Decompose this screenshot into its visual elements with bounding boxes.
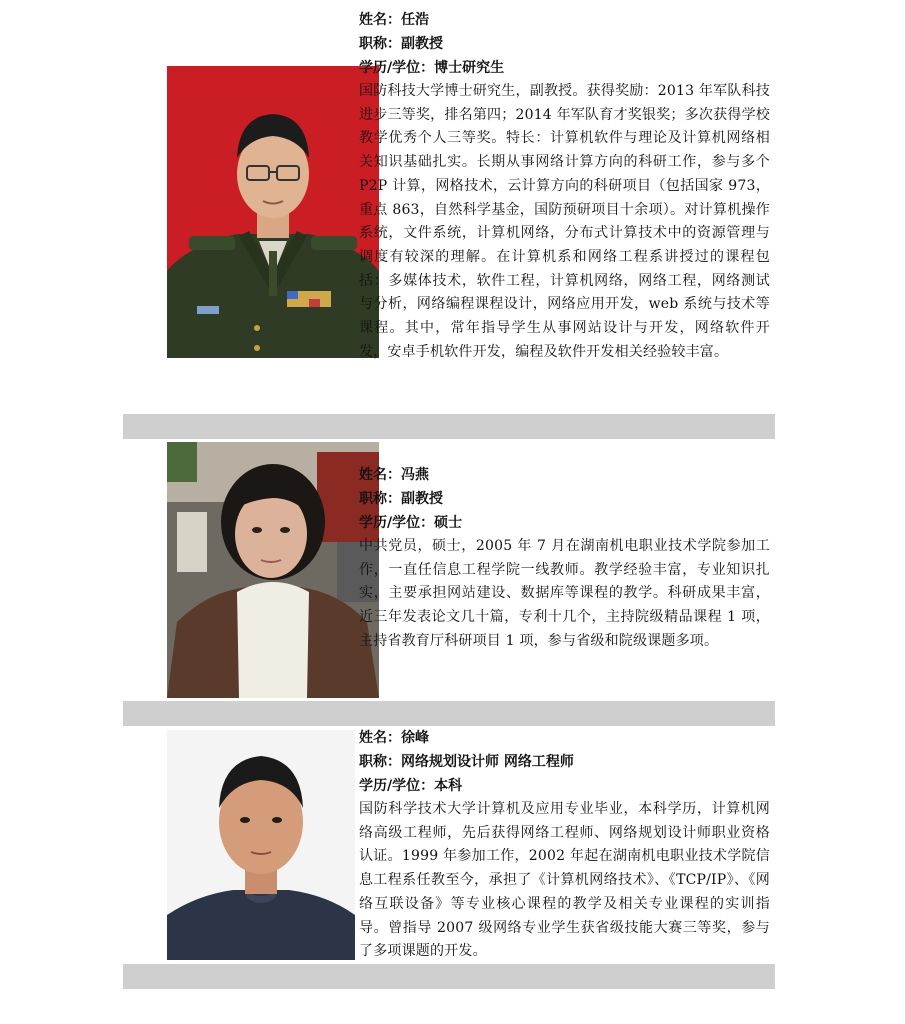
section-divider (123, 414, 775, 439)
name-label: 姓名： (359, 467, 401, 483)
profile-degree: 博士研究生 (434, 60, 505, 76)
degree-label: 学历/学位： (359, 515, 435, 531)
title-label: 职称： (359, 754, 401, 770)
profile-bio: 国防科学技术大学计算机及应用专业毕业，本科学历，计算机网络高级工程师，先后获得网络工程师、网络规划设计师职业资格认证。1999 年参加工作，2002 年起在湖南机电职业技术学院信息工程系任教至今，承担了《计算机网络技术》、《TCP/IP》、《网络互联设备》等专业核心课程的教学及相关专业课程的实训指导。曾指导 2007 级网络专业学生获省级技能大赛三等奖，参与了多项课题的开发。 (359, 801, 770, 960)
profile-degree-row (359, 56, 770, 80)
profile-degree: 本科 (434, 778, 463, 794)
profile-name: 徐峰 (401, 730, 429, 746)
profile-text-3 (359, 726, 770, 964)
profile-photo-3 (167, 730, 355, 960)
profile-degree-row (359, 511, 770, 535)
profile-degree: 硕士 (434, 515, 463, 531)
profile-title-row (359, 32, 770, 56)
profile-title-row (359, 487, 770, 511)
profile-name-row (359, 726, 770, 750)
title-label: 职称： (359, 36, 401, 52)
title-label: 职称： (359, 491, 401, 507)
profile-title-row (359, 750, 770, 774)
profile-photo-2 (167, 442, 379, 698)
profile-title: 副教授 (401, 36, 443, 52)
profile-bio: 中共党员，硕士，2005 年 7 月在湖南机电职业技术学院参加工作，一直任信息工程学院一线教师。教学经验丰富，专业知识扎实，主要承担网站建设、数据库等课程的教学。科研成果丰富，近三年发表论文几十篇，专利十几个，主持院级精品课程 1 项，主持省教育厅科研项目 1 项，参与省级和院级课题多项。 (359, 538, 770, 649)
profile-degree-row (359, 774, 770, 798)
profile-name-row (359, 463, 770, 487)
profile-text-2 (359, 463, 770, 654)
profile-photo-1 (167, 66, 379, 358)
degree-label: 学历/学位： (359, 60, 435, 76)
profile-title: 网络规划设计师 网络工程师 (401, 754, 574, 770)
profile-name: 任浩 (401, 12, 429, 28)
name-label: 姓名： (359, 730, 401, 746)
profile-text-1 (359, 8, 770, 364)
profile-name: 冯燕 (401, 467, 429, 483)
section-divider (123, 964, 775, 989)
profile-title: 副教授 (401, 491, 443, 507)
degree-label: 学历/学位： (359, 778, 435, 794)
profile-name-row (359, 8, 770, 32)
profile-bio: 国防科技大学博士研究生，副教授。获得奖励：2013 年军队科技进步三等奖，排名第四；2014 年军队育才奖银奖；多次获得学校教学优秀个人三等奖。特长：计算机软件与理论及计算机网络相关知识基础扎实。长期从事网络计算方向的科研工作，参与多个 P2P 计算，网格技术，云计算方向的科研项目（包括国家 973，重点 863，自然科学基金，国防预研项目十余项）。对计算机操作系统，文件系统，计算机网络，分布式计算技术中的资源管理与调度有较深的理解。在计算机系和网络工程系讲授过的课程包括：多媒体技术，软件工程，计算机网络，网络工程，网络测试与分析，网络编程课程设计，网络应用开发，web 系统与技术等课程。其中，常年指导学生从事网站设计与开发，网络软件开发，安卓手机软件开发，编程及软件开发相关经验较丰富。 (359, 83, 770, 360)
name-label: 姓名： (359, 12, 401, 28)
section-divider (123, 701, 775, 726)
